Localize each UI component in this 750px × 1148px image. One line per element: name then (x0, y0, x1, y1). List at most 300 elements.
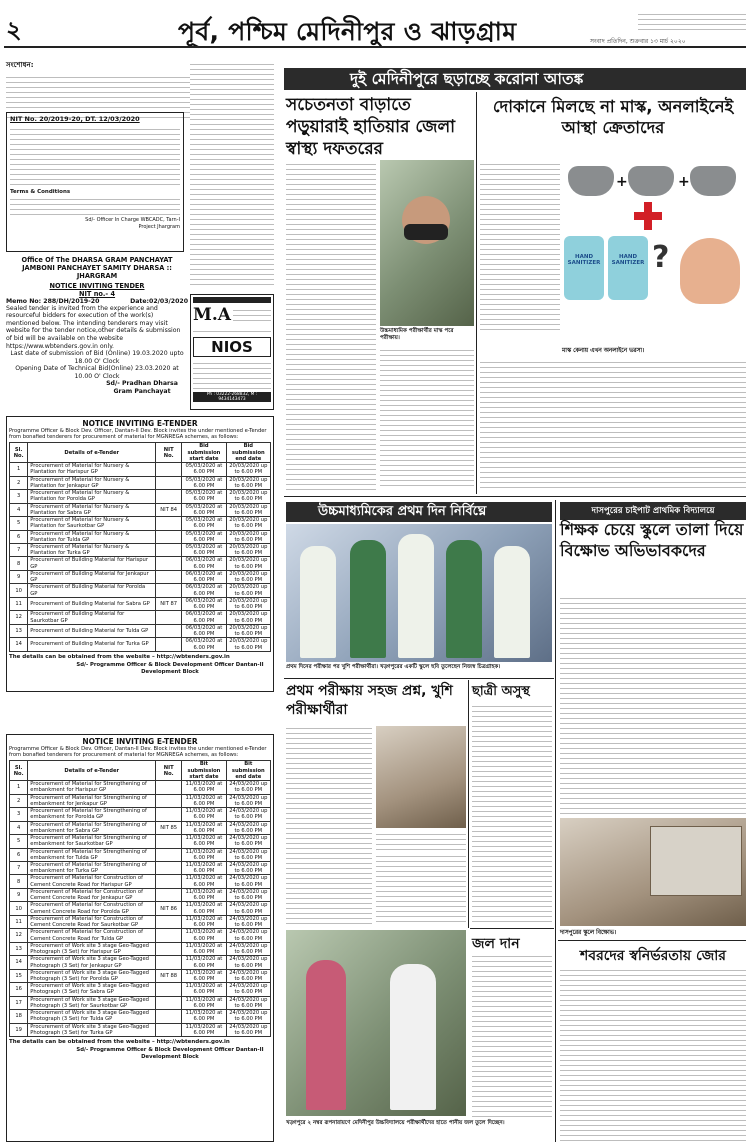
table-cell: 06/03/2020 at 6.00 PM (182, 624, 226, 637)
table-cell: 8 (10, 875, 28, 888)
table-cell (156, 983, 182, 996)
exam-banner-text: উচ্চমাধ্যমিকের প্রথম দিন নির্বিঘ্নে (318, 504, 487, 519)
table-cell (156, 638, 182, 651)
table-cell: 8 (10, 557, 28, 570)
table-cell: 05/03/2020 at 6.00 PM (182, 530, 226, 543)
table-row (10, 570, 271, 583)
table-cell: 24/03/2020 up to 6.00 PM (226, 983, 270, 996)
table-row (10, 794, 271, 807)
accident-block (192, 50, 280, 58)
table-row (10, 611, 271, 624)
table-cell: Procurement of Material for Nursery & Plantation for Turka GP (28, 543, 156, 556)
table-cell: NIT 88 (156, 969, 182, 982)
table-row (10, 638, 271, 651)
table-row (10, 543, 271, 556)
exam2-body-a (286, 724, 372, 924)
shabar-body (560, 966, 746, 1142)
table-cell: 11/03/2020 at 6.00 PM (182, 794, 226, 807)
table-cell: 06/03/2020 at 6.00 PM (182, 597, 226, 610)
table-row (10, 848, 271, 861)
table-cell: 24/03/2020 up to 6.00 PM (226, 848, 270, 861)
table-cell: Procurement of Work site 3 stage Geo-Tagged Photograph (3 Set) for Turka GP (28, 1023, 156, 1036)
table-cell: 11/03/2020 at 6.00 PM (182, 1023, 226, 1036)
table-cell: Procurement of Material for Nursery & Plantation for Tulda GP (28, 530, 156, 543)
red-cross-icon (634, 202, 662, 230)
table-row (10, 861, 271, 874)
table-cell: Procurement of Work site 3 stage Geo-Tagged Photograph (3 Set) for Sabra GP (28, 983, 156, 996)
table-cell: 20/03/2020 up to 6.00 PM (226, 503, 270, 516)
etender2-sign: Sd/- Programme Officer & Block Development Officer Dantan-II Development Block (76, 1047, 264, 1060)
table-cell (156, 557, 182, 570)
table-cell: 05/03/2020 at 6.00 PM (182, 476, 226, 489)
table-cell: Procurement of Material for Strengthening of embankment for Saurkotbar GP (28, 835, 156, 848)
etender1-footer: The details can be obtained from the website – http://wbtenders.gov.in (9, 653, 230, 660)
table-row (10, 1010, 271, 1023)
table-cell: 11/03/2020 at 6.00 PM (182, 888, 226, 901)
table-cell (156, 611, 182, 624)
table-cell: 11/03/2020 at 6.00 PM (182, 942, 226, 955)
sanitizer-label: HAND SANITIZER (567, 254, 601, 266)
question-mark-icon: ? (652, 240, 670, 275)
table-cell: 24/03/2020 up to 6.00 PM (226, 835, 270, 848)
table-cell: 4 (10, 503, 28, 516)
table-row (10, 821, 271, 834)
table-cell: 20/03/2020 up to 6.00 PM (226, 570, 270, 583)
table-row (10, 503, 271, 516)
table-cell (156, 956, 182, 969)
table-cell (156, 543, 182, 556)
exam-caption: প্রথম দিনের পরীক্ষার পর খুশি পরীক্ষার্থীরা। খড়্গপুরের একটি স্কুলে ছবি তুলেছেন নিজস্ব চিত্রগ্রাহক। (286, 664, 501, 670)
table-cell: 13 (10, 942, 28, 955)
nit1-title: NIT No. 20/2019-20, DT. 12/03/2020 (10, 115, 140, 123)
story2-body-a (480, 160, 560, 334)
table-cell: 10 (10, 584, 28, 597)
table-header-cell: Bit submission start date (182, 761, 226, 781)
table-cell: 06/03/2020 at 6.00 PM (182, 557, 226, 570)
exam2-photo-caption (376, 830, 466, 850)
nit1-terms: Terms & Conditions (10, 189, 71, 195)
exam2-headline: প্রথম পরীক্ষায় সহজ প্রশ্ন, খুশি পরীক্ষার্থীরা (286, 683, 453, 718)
exam-student-figure (300, 546, 336, 658)
table-cell: 24/03/2020 up to 6.00 PM (226, 808, 270, 821)
table-cell (156, 517, 182, 530)
table-cell: 14 (10, 956, 28, 969)
ad-brand-logo: M.A (193, 305, 231, 325)
table-cell: 11/03/2020 at 6.00 PM (182, 915, 226, 928)
column-rule-2 (555, 500, 556, 1142)
table-cell (156, 624, 182, 637)
table-header-cell: Bit submission end date (226, 761, 270, 781)
nit2-office: Office Of The DHARSA GRAM PANCHAYAT JAMBONI PANCHAYET SAMITY DHARSA :: JHARGRAM (21, 256, 173, 281)
school-kicker: দাসপুরের চাইপাট প্রাথমিক বিদ্যালয়ে (560, 502, 746, 520)
table-cell: Procurement of Material for Strengthening of embankment for Turka GP (28, 861, 156, 874)
table-cell: 17 (10, 996, 28, 1009)
table-cell: Procurement of Material for Nursery & Plantation for Jenkapur GP (28, 476, 156, 489)
table-cell (156, 1023, 182, 1036)
table-cell (156, 476, 182, 489)
table-cell (156, 996, 182, 1009)
story2-body-b (480, 358, 746, 492)
coaching-ad (190, 294, 274, 410)
section-rule (558, 940, 746, 941)
table-cell (156, 584, 182, 597)
table-cell: 20/03/2020 up to 6.00 PM (226, 530, 270, 543)
section-rule (284, 496, 746, 497)
table-header-cell: Details of e-Tender (28, 761, 156, 781)
table-row (10, 597, 271, 610)
story1-body-b (380, 346, 474, 490)
page-number: ২ (6, 15, 22, 44)
table-row (10, 557, 271, 570)
table-cell: Procurement of Building Material for Harispur GP (28, 557, 156, 570)
table-cell: Procurement of Material for Strengthening of embankment for Sabra GP (28, 821, 156, 834)
water-caption: খড়্গপুরে ২ নম্বর রূপনারায়ণে মেদিনীপুর উচ্চবিদ্যালয়ে পরীক্ষার্থীদের হাতে পানীয় জল তুলে দিচ্ছেন। (286, 1120, 505, 1126)
table-cell: 06/03/2020 at 6.00 PM (182, 570, 226, 583)
nit2-last-date: Last date of submission of Bid (Online) 19.03.2020 upto 18.00 O' Clock (10, 350, 184, 365)
story1-photo-caption: উচ্চমাধ্যমিক পরীক্ষার্থীর মাস্ক পরে পরীক্ষায়। (380, 328, 454, 341)
table-cell: Procurement of Building Material for Saurkotbar GP (28, 611, 156, 624)
table-cell: 05/03/2020 at 6.00 PM (182, 490, 226, 503)
table-cell (156, 1010, 182, 1023)
table-cell: Procurement of Building Material for Porolda GP (28, 584, 156, 597)
table-cell: 18 (10, 1010, 28, 1023)
corona-banner-text: দুই মেদিনীপুরে ছড়াচ্ছে করোনা আতঙ্ক (350, 70, 584, 88)
table-row (10, 463, 271, 476)
sanitizer-bottle (564, 236, 604, 300)
exam2-body-b (376, 852, 466, 924)
table-row (10, 808, 271, 821)
exam-student-figure (494, 546, 530, 658)
table-cell: 05/03/2020 at 6.00 PM (182, 463, 226, 476)
table-cell: 06/03/2020 at 6.00 PM (182, 611, 226, 624)
table-cell: 6 (10, 848, 28, 861)
table-cell: 24/03/2020 up to 6.00 PM (226, 929, 270, 942)
table-cell: 4 (10, 821, 28, 834)
mask-icon (568, 166, 614, 196)
school-caption: দাসপুরের স্কুলে বিক্ষোভ। (560, 930, 617, 936)
table-cell: 14 (10, 638, 28, 651)
table-row (10, 956, 271, 969)
table-cell: 2 (10, 794, 28, 807)
masthead-note (638, 10, 746, 32)
table-cell: 9 (10, 570, 28, 583)
water-person-figure (390, 964, 436, 1110)
nit2-title: NOTICE INVITING TENDER (49, 281, 145, 290)
table-cell: Procurement of Material for Strengthening of embankment for Harispur GP (28, 781, 156, 794)
table-cell (156, 929, 182, 942)
story1-body-a (286, 160, 376, 490)
table-cell: 20/03/2020 up to 6.00 PM (226, 476, 270, 489)
table-cell: 24/03/2020 up to 6.00 PM (226, 1023, 270, 1036)
mask-illustration (562, 156, 746, 342)
table-cell: 11/03/2020 at 6.00 PM (182, 848, 226, 861)
table-cell (156, 915, 182, 928)
table-header-cell: Bid submission start date (182, 443, 226, 463)
table-cell: 11/03/2020 at 6.00 PM (182, 808, 226, 821)
etender-1 (6, 416, 274, 692)
table-cell: 24/03/2020 up to 6.00 PM (226, 915, 270, 928)
water-headline: জল দান (472, 936, 520, 952)
table-row (10, 490, 271, 503)
table-cell: 13 (10, 624, 28, 637)
table-cell: 24/03/2020 up to 6.00 PM (226, 942, 270, 955)
table-header-cell: NIT No. (156, 443, 182, 463)
table-cell: 7 (10, 861, 28, 874)
table-cell: 20/03/2020 up to 6.00 PM (226, 584, 270, 597)
table-row (10, 624, 271, 637)
table-cell: 11/03/2020 at 6.00 PM (182, 902, 226, 915)
table-cell: 11/03/2020 at 6.00 PM (182, 781, 226, 794)
table-row (10, 915, 271, 928)
table-cell: 24/03/2020 up to 6.00 PM (226, 902, 270, 915)
table-cell: 11 (10, 597, 28, 610)
table-cell: 24/03/2020 up to 6.00 PM (226, 956, 270, 969)
table-cell: Procurement of Material for Strengthening of embankment for Tulda GP (28, 848, 156, 861)
nit2-memo: Memo No: 288/DH/2019-20 (6, 297, 100, 305)
plus-icon: + (616, 174, 628, 190)
table-cell: Procurement of Material for Nursery & Plantation for Porolda GP (28, 490, 156, 503)
table-header-cell: Sl. No. (10, 761, 28, 781)
etender1-intro: Programme Officer & Block Dev. Officer, Dantan-II Dev. Block invites the under mentioned e-Tender from bonafied tenderers for procurement of material for MGNREGA schemes, as follows: (9, 428, 267, 441)
table-row (10, 929, 271, 942)
virus-hand-icon (680, 238, 740, 304)
table-cell: NIT 84 (156, 503, 182, 516)
table-cell: 11 (10, 915, 28, 928)
masthead-rule (4, 46, 746, 48)
table-cell: NIT 85 (156, 821, 182, 834)
table-cell (156, 861, 182, 874)
table-cell: 3 (10, 490, 28, 503)
table-cell: 20/03/2020 up to 6.00 PM (226, 624, 270, 637)
table-cell (156, 848, 182, 861)
column-rule-1 (476, 92, 477, 494)
table-cell: 11/03/2020 at 6.00 PM (182, 969, 226, 982)
story2-headline: দোকানে মিলছে না মাস্ক, অনলাইনেই আস্থা ক্রেতাদের (492, 97, 734, 138)
school-building (650, 826, 742, 896)
table-cell: 12 (10, 611, 28, 624)
table-cell: Procurement of Material for Construction of Cement Concrete Road for Jenkapur GP (28, 888, 156, 901)
table-cell (156, 875, 182, 888)
table-cell: 20/03/2020 up to 6.00 PM (226, 463, 270, 476)
etender2-footer: The details can be obtained from the website – http://wbtenders.gov.in (9, 1039, 230, 1046)
table-cell: 20/03/2020 up to 6.00 PM (226, 638, 270, 651)
table-cell: 24/03/2020 up to 6.00 PM (226, 781, 270, 794)
page-title: পূর্ব, পশ্চিম মেদিনীপুর ও ঝাড়গ্রাম (178, 17, 517, 46)
sanitizer-label: HAND SANITIZER (611, 254, 645, 266)
etender2-table (9, 760, 271, 1037)
table-cell (156, 835, 182, 848)
table-cell: 24/03/2020 up to 6.00 PM (226, 794, 270, 807)
table-cell (156, 530, 182, 543)
table-cell: 05/03/2020 at 6.00 PM (182, 517, 226, 530)
mask-icon (690, 166, 736, 196)
table-cell: 05/03/2020 at 6.00 PM (182, 543, 226, 556)
table-cell: 11/03/2020 at 6.00 PM (182, 996, 226, 1009)
table-cell: 24/03/2020 up to 6.00 PM (226, 821, 270, 834)
table-cell: Procurement of Material for Nursery & Plantation for Harispur GP (28, 463, 156, 476)
table-row (10, 476, 271, 489)
table-cell: 11/03/2020 at 6.00 PM (182, 956, 226, 969)
table-row (10, 530, 271, 543)
table-cell: 1 (10, 781, 28, 794)
table-cell: Procurement of Material for Construction of Cement Concrete Road for Porolda GP (28, 902, 156, 915)
table-row (10, 888, 271, 901)
etender1-title: NOTICE INVITING E-TENDER (82, 419, 198, 428)
table-cell: 11/03/2020 at 6.00 PM (182, 861, 226, 874)
etender1-sign: Sd/- Programme Officer & Block Development Officer Dantan-II Development Block (76, 661, 264, 675)
table-row (10, 517, 271, 530)
table-cell: Procurement of Material for Nursery & Plantation for Saurkotbar GP (28, 517, 156, 530)
table-cell: Procurement of Building Material for Turka GP (28, 638, 156, 651)
table-row (10, 942, 271, 955)
table-cell: Procurement of Material for Construction of Cement Concrete Road for Tulda GP (28, 929, 156, 942)
table-cell: 10 (10, 902, 28, 915)
table-cell: 5 (10, 517, 28, 530)
mask-caption: মাস্ক কেনায় এখন অনলাইনে ভরসা। (562, 348, 645, 354)
nit-tender-1 (6, 112, 184, 252)
table-cell: 20/03/2020 up to 6.00 PM (226, 611, 270, 624)
ad-nios-logo: NIOS (193, 337, 271, 357)
exam-student-figure (398, 534, 434, 658)
ad-phone: Ph : 03222-268832, M : 9434143473 (193, 392, 271, 402)
section-rule (284, 678, 554, 679)
etender1-table (9, 442, 271, 651)
table-cell: Procurement of Building Material for Tulda GP (28, 624, 156, 637)
etender-2 (6, 734, 274, 1142)
table-cell: NIT 86 (156, 902, 182, 915)
table-cell: 1 (10, 463, 28, 476)
table-cell: NIT 87 (156, 597, 182, 610)
table-cell: 20/03/2020 up to 6.00 PM (226, 597, 270, 610)
sick-headline: ছাত্রী অসুস্থ (472, 684, 530, 699)
table-cell: 11/03/2020 at 6.00 PM (182, 821, 226, 834)
table-row (10, 969, 271, 982)
student-mask (404, 224, 448, 240)
table-cell (156, 888, 182, 901)
section-rule (470, 928, 554, 929)
table-cell: Procurement of Building Material for Jenkapur GP (28, 570, 156, 583)
sick-body (472, 702, 552, 926)
table-cell (156, 781, 182, 794)
shabar-headline: শবরদের স্বনির্ভরতায় জোর (580, 948, 726, 964)
table-cell: 16 (10, 983, 28, 996)
table-cell: 12 (10, 929, 28, 942)
table-cell: 7 (10, 543, 28, 556)
table-cell (156, 463, 182, 476)
table-cell: 20/03/2020 up to 6.00 PM (226, 490, 270, 503)
table-cell (156, 490, 182, 503)
table-cell: 11/03/2020 at 6.00 PM (182, 875, 226, 888)
table-cell: Procurement of Material for Strengthening of embankment for Jenkapur GP (28, 794, 156, 807)
side-ad-column (190, 60, 274, 290)
column-rule-3 (468, 680, 469, 928)
table-cell: Procurement of Material for Construction of Cement Concrete Road for Saurkotbar GP (28, 915, 156, 928)
exam-student-figure (446, 540, 482, 658)
table-cell: 11/03/2020 at 6.00 PM (182, 835, 226, 848)
table-cell: Procurement of Material for Strengthening of embankment for Porolda GP (28, 808, 156, 821)
table-cell: 15 (10, 969, 28, 982)
table-cell: 2 (10, 476, 28, 489)
table-row (10, 584, 271, 597)
table-header-cell: Details of e-Tender (28, 443, 156, 463)
school-body (560, 594, 746, 814)
table-cell: 3 (10, 808, 28, 821)
nit-tender-2 (6, 256, 188, 408)
story1-headline: সচেতনতা বাড়াতে পড়ুয়ারাই হাতিয়ার জেলা স্বাস্থ্য দফতরের (286, 95, 456, 160)
mask-icon (628, 166, 674, 196)
table-cell: 05/03/2020 at 6.00 PM (182, 503, 226, 516)
table-cell: 20/03/2020 up to 6.00 PM (226, 517, 270, 530)
table-cell: 06/03/2020 at 6.00 PM (182, 638, 226, 651)
table-cell (156, 794, 182, 807)
table-cell: Procurement of Material for Nursery & Plantation for Sabra GP (28, 503, 156, 516)
table-cell: Procurement of Material for Construction of Cement Concrete Road for Harispur GP (28, 875, 156, 888)
nit2-sign: Sd/- Pradhan Dharsa Gram Panchayat (106, 380, 178, 395)
table-cell: Procurement of Work site 3 stage Geo-Tagged Photograph (3 Set) for Harispur GP (28, 942, 156, 955)
table-cell: 06/03/2020 at 6.00 PM (182, 584, 226, 597)
table-cell: 20/03/2020 up to 6.00 PM (226, 557, 270, 570)
correction-lead: সংশোধন: (6, 61, 34, 69)
table-cell: 24/03/2020 up to 6.00 PM (226, 969, 270, 982)
nit2-opening-date: Opening Date of Technical Bid(Online) 23.03.2020 at 10.00 O' Clock (15, 365, 179, 380)
table-cell (156, 942, 182, 955)
nit2-body: Sealed tender is invited from the experience and resourceful bidders for execution of the work(s) mentioned below. The intending tenderers may visit website for the tender notice,other details & submission of bid will be available on the website https://www.wbtenders.gov.in only. (6, 304, 181, 350)
table-cell: Procurement of Work site 3 stage Geo-Tagged Photograph (3 Set) for Porolda GP (28, 969, 156, 982)
exam2-photo (376, 726, 466, 828)
table-cell: Procurement of Work site 3 stage Geo-Tagged Photograph (3 Set) for Tulda GP (28, 1010, 156, 1023)
table-cell: 11/03/2020 at 6.00 PM (182, 929, 226, 942)
table-cell: 11/03/2020 at 6.00 PM (182, 983, 226, 996)
table-row (10, 996, 271, 1009)
table-row (10, 1023, 271, 1036)
table-row (10, 875, 271, 888)
table-row (10, 983, 271, 996)
table-cell: 24/03/2020 up to 6.00 PM (226, 888, 270, 901)
exam-student-figure (350, 540, 386, 658)
table-header-cell: Bid submission end date (226, 443, 270, 463)
table-row (10, 781, 271, 794)
water-person-figure (306, 960, 346, 1110)
table-cell (156, 570, 182, 583)
nit1-sign: Sd/- Officer In Charge WBCADC, Tarn-I Project Jhargram (85, 217, 180, 230)
table-cell: Procurement of Work site 3 stage Geo-Tagged Photograph (3 Set) for Jenkapur GP (28, 956, 156, 969)
table-cell: 9 (10, 888, 28, 901)
etender2-title: NOTICE INVITING E-TENDER (82, 737, 198, 746)
masthead-publisher: সংবাদ প্রতিদিন, শুক্রবার ১৩ মার্চ ২০২০ (590, 38, 686, 45)
table-cell: 11/03/2020 at 6.00 PM (182, 1010, 226, 1023)
school-headline: শিক্ষক চেয়ে স্কুলে তালা দিয়ে বিক্ষোভ অভিভাবকদের (560, 520, 744, 560)
table-cell: 5 (10, 835, 28, 848)
table-row (10, 835, 271, 848)
table-cell: 19 (10, 1023, 28, 1036)
plus-icon: + (678, 174, 690, 190)
etender2-intro: Programme Officer & Block Dev. Officer, Dantan-II Dev. Block invites the under mentioned e-Tender from bonafied tenderers for procurement of material for MGNREGA schemes, as follows: (9, 746, 267, 759)
table-cell: 6 (10, 530, 28, 543)
table-cell: Procurement of Building Material for Sabra GP (28, 597, 156, 610)
table-cell (156, 808, 182, 821)
nit2-number: NIT no.- 4 (78, 289, 116, 298)
table-cell: 24/03/2020 up to 6.00 PM (226, 861, 270, 874)
table-cell: 20/03/2020 up to 6.00 PM (226, 543, 270, 556)
table-header-cell: NIT No. (156, 761, 182, 781)
table-cell: 24/03/2020 up to 6.00 PM (226, 996, 270, 1009)
table-cell: 24/03/2020 up to 6.00 PM (226, 1010, 270, 1023)
table-header-cell: Sl. No. (10, 443, 28, 463)
table-cell: 24/03/2020 up to 6.00 PM (226, 875, 270, 888)
water-body (472, 952, 552, 1120)
sanitizer-bottle (608, 236, 648, 300)
table-row (10, 902, 271, 915)
